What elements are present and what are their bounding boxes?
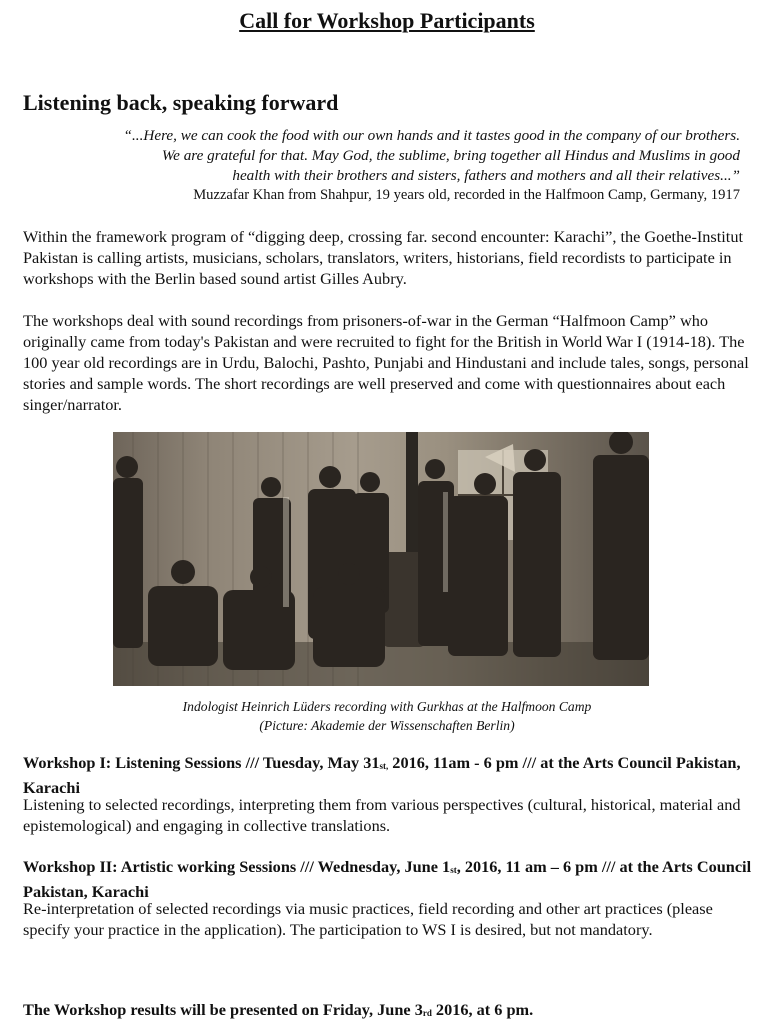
workshop-2-heading bbox=[23, 856, 753, 902]
ordinal-suffix: rd bbox=[422, 1008, 432, 1018]
workshop-2-heading-rest: , 2016, 11 am – 6 pm /// at the Arts Council Pakistan, Karachi bbox=[23, 857, 752, 901]
quote-line-2: We are grateful for that. May God, the sublime, bring together all Hindus and Muslims in good bbox=[161, 147, 740, 164]
workshop-1-description: Listening to selected recordings, interpreting them from various perspectives (cultural, historical, material and epistemological) and engaging in collective translations. bbox=[23, 795, 741, 835]
photo-caption bbox=[0, 697, 774, 735]
photo-illustration bbox=[113, 432, 649, 686]
quote-attribution: Muzzafar Khan from Shahpur, 19 years old, recorded in the Halfmoon Camp, Germany, 1917 bbox=[193, 187, 740, 203]
intro-paragraph: Within the framework program of “digging deep, crossing far. second encounter: Karachi”, the Goethe-Institut Pakistan is calling artists, musicians, scholars, translators, writers, historians, field recordists to participate in workshops with the Berlin based sound artist Gilles Aubry. bbox=[23, 227, 743, 288]
caption-line-1: Indologist Heinrich Lüders recording with Gurkhas at the Halfmoon Camp bbox=[182, 699, 592, 714]
workshop-1-heading-rest: 2016, 11am - 6 pm /// at the Arts Council Pakistan, Karachi bbox=[23, 753, 741, 797]
quote-line-1: “...Here, we can cook the food with our own hands and it tastes good in the company of our brothers. bbox=[123, 127, 740, 144]
workshops-paragraph: The workshops deal with sound recordings from prisoners-of-war in the German “Halfmoon Camp” who originally came from today's Pakistan and were recruited to fight for the British in World War I (1914-18). The 100 year old recordings are in Urdu, Balochi, Pashto, Punjabi and Hindustani and include tales, songs, personal stories and sample words. The short recordings are well preserved and come with questionnaires about each singer/narrator. bbox=[23, 311, 749, 414]
historical-photo bbox=[113, 432, 649, 686]
workshop-1-heading bbox=[23, 752, 753, 798]
caption-line-2: (Picture: Akademie der Wissenschaften Berlin) bbox=[259, 718, 515, 733]
ordinal-suffix: st bbox=[450, 865, 457, 875]
results-announcement bbox=[23, 1000, 533, 1020]
results-text-rest: 2016, at 6 pm. bbox=[431, 1000, 534, 1019]
quote-line-3: health with their brothers and sisters, fathers and mothers and all their relatives...” bbox=[232, 167, 740, 184]
results-text: The Workshop results will be presented on Friday, June 3 bbox=[23, 1000, 423, 1019]
section-heading: Listening back, speaking forward bbox=[23, 90, 339, 115]
workshop-2-heading-text: Workshop II: Artistic working Sessions /// Wednesday, June 1 bbox=[23, 857, 451, 876]
workshop-1-heading-text: Workshop I: Listening Sessions /// Tuesday, May 31 bbox=[23, 753, 380, 772]
ordinal-suffix: st, bbox=[379, 761, 389, 771]
workshop-2-description: Re-interpretation of selected recordings via music practices, field recording and other art practices (please specify your practice in the application). The participation to WS I is desired, but not mandatory. bbox=[23, 899, 713, 939]
epigraph-quote bbox=[40, 126, 740, 186]
page-title: Call for Workshop Participants bbox=[239, 8, 535, 33]
